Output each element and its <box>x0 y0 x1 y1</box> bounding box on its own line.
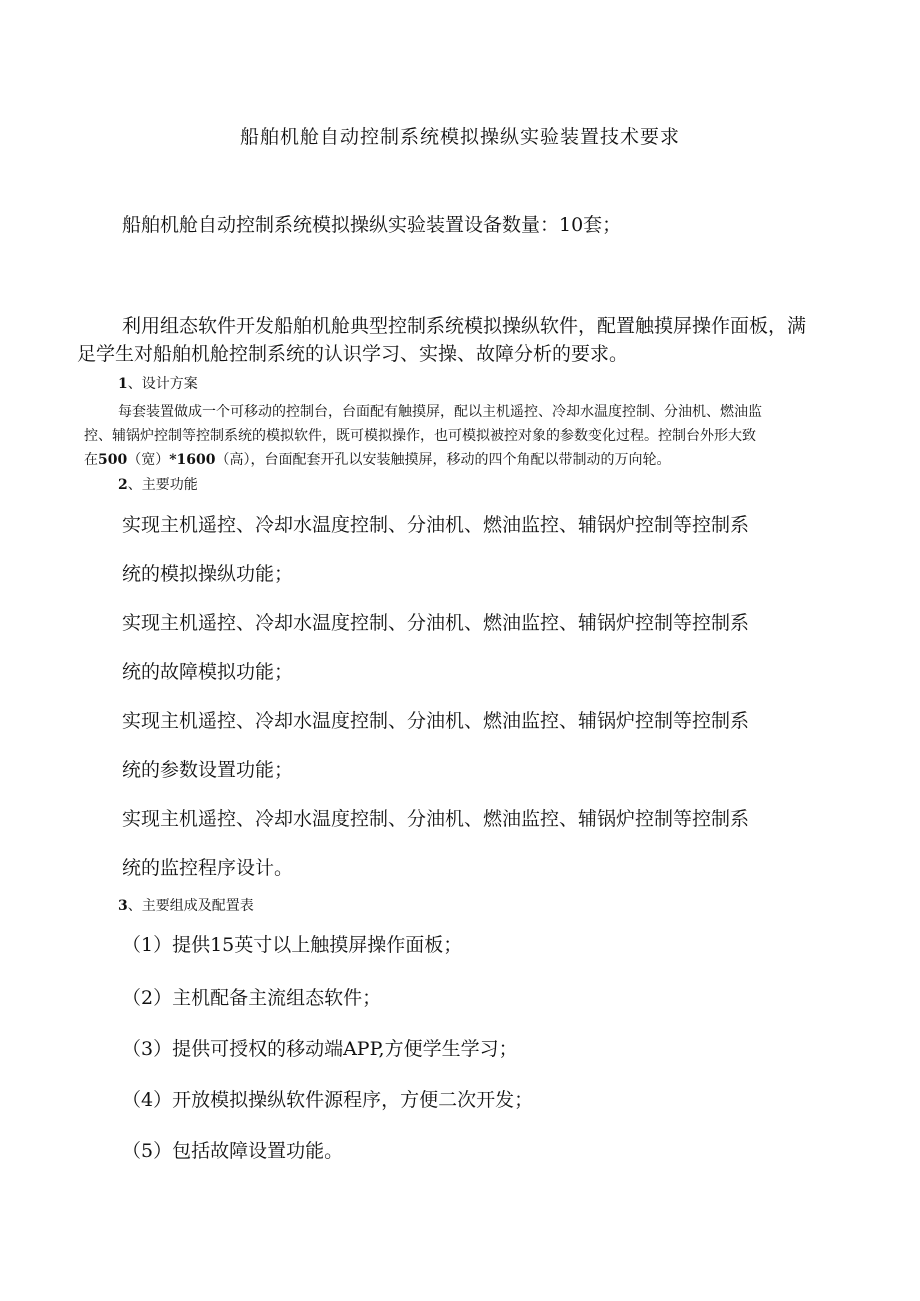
intro-line-1: 利用组态软件开发船舶机舱典型控制系统模拟操纵软件，配置触摸屏操作面板，满 <box>122 315 807 337</box>
dimension-width-label: （宽） <box>127 452 170 468</box>
function-item-4-line-2: 统的监控程序设计。 <box>122 857 294 879</box>
section-1-line-2: 控、辅锅炉控制等控制系统的模拟软件，既可模拟操作，也可模拟被控对象的参数变化过程。控制台外形大致 <box>84 428 756 444</box>
dimension-width: 500 <box>98 452 128 468</box>
config-item-5: （5）包括故障设置功能。 <box>122 1140 344 1162</box>
section-1-line-3-prefix: 在 <box>84 452 98 468</box>
config-item-1: （1）提供15英寸以上触摸屏操作面板； <box>122 934 463 956</box>
function-item-1-line-1: 实现主机遥控、冷却水温度控制、分油机、燃油监控、辅锅炉控制等控制系 <box>122 514 750 536</box>
config-item-4: （4）开放模拟操纵软件源程序，方便二次开发； <box>122 1089 534 1111</box>
function-item-2-line-2: 统的故障模拟功能； <box>122 661 294 683</box>
section-3-heading <box>118 895 254 915</box>
section-2-heading <box>118 474 198 494</box>
document-title: 船舶机舱自动控制系统模拟操纵实验装置技术要求 <box>239 126 680 148</box>
section-3-number: 3 <box>118 898 128 914</box>
config-item-2: （2）主机配备主流组态软件； <box>122 987 382 1009</box>
section-1-line-1: 每套装置做成一个可移动的控制台，台面配有触摸屏，配以主机遥控、冷却水温度控制、分油机、燃油监 <box>118 404 762 420</box>
section-3-title: 、主要组成及配置表 <box>127 898 254 914</box>
function-item-1-line-2: 统的模拟操纵功能； <box>122 563 294 585</box>
quantity-line: 船舶机舱自动控制系统模拟操纵实验装置设备数量：10套； <box>122 214 622 236</box>
function-item-3-line-1: 实现主机遥控、冷却水温度控制、分油机、燃油监控、辅锅炉控制等控制系 <box>122 710 750 732</box>
section-2-number: 2 <box>118 477 128 493</box>
dimension-height: *1600 <box>169 452 216 468</box>
function-item-3-line-2: 统的参数设置功能； <box>122 759 294 781</box>
section-1-title: 、设计方案 <box>127 376 198 392</box>
section-2-title: 、主要功能 <box>127 477 198 493</box>
function-item-2-line-1: 实现主机遥控、冷却水温度控制、分油机、燃油监控、辅锅炉控制等控制系 <box>122 612 750 634</box>
config-item-3: （3）提供可授权的移动端APP,方便学生学习； <box>122 1038 518 1060</box>
function-item-4-line-1: 实现主机遥控、冷却水温度控制、分油机、燃油监控、辅锅炉控制等控制系 <box>122 808 750 830</box>
section-1-heading <box>118 373 198 393</box>
intro-line-2: 足学生对船舶机舱控制系统的认识学习、实操、故障分析的要求。 <box>77 343 629 365</box>
section-1-line-3 <box>84 449 671 469</box>
section-1-number: 1 <box>118 376 128 392</box>
section-1-line-3-rest: （高），台面配套开孔以安装触摸屏，移动的四个角配以带制动的万向轮。 <box>215 452 671 468</box>
